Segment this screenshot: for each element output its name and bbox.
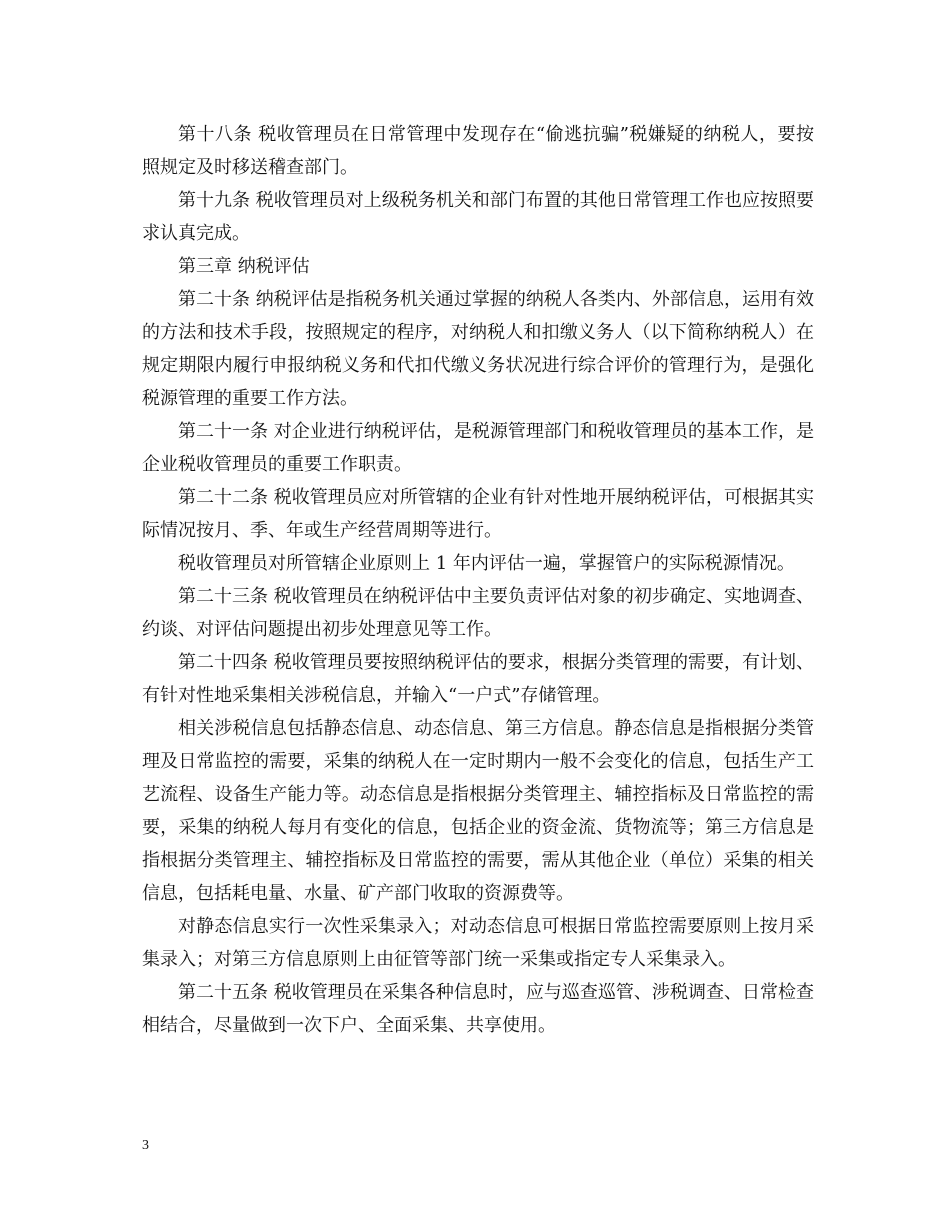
article-22-paragraph: 第二十二条 税收管理员应对所管辖的企业有针对性地开展纳税评估，可根据其实际情况按月、季、年或生产经营周期等进行。: [142, 487, 814, 541]
document-body: [142, 118, 814, 1042]
article-23-paragraph: 第二十三条 税收管理员在纳税评估中主要负责评估对象的初步确定、实地调查、约谈、对评估问题提出初步处理意见等工作。: [142, 586, 814, 640]
article-19-paragraph: 第十九条 税收管理员对上级税务机关和部门布置的其他日常管理工作也应按照要求认真完成。: [142, 190, 814, 244]
article-24-collection-paragraph: 对静态信息实行一次性采集录入；对动态信息可根据日常监控需要原则上按月采集录入；对第三方信息原则上由征管等部门统一采集或指定专人采集录入。: [142, 916, 814, 970]
article-24-paragraph: 第二十四条 税收管理员要按照纳税评估的要求，根据分类管理的需要，有计划、有针对性地采集相关涉税信息，并输入“一户式”存储管理。: [142, 652, 814, 706]
article-22-sub-paragraph: 税收管理员对所管辖企业原则上 1 年内评估一遍，掌握管户的实际税源情况。: [178, 553, 795, 574]
article-18-paragraph: 第十八条 税收管理员在日常管理中发现存在“偷逃抗骗”税嫌疑的纳税人，要按照规定及时移送稽查部门。: [142, 124, 814, 178]
article-21-paragraph: 第二十一条 对企业进行纳税评估，是税源管理部门和税收管理员的基本工作，是企业税收管理员的重要工作职责。: [142, 421, 814, 475]
chapter-3-heading: 第三章 纳税评估: [178, 256, 310, 277]
article-24-info-paragraph: 相关涉税信息包括静态信息、动态信息、第三方信息。静态信息是指根据分类管理及日常监控的需要，采集的纳税人在一定时期内一般不会变化的信息，包括生产工艺流程、设备生产能力等。动态信息是指根据分类管理主、辅控指标及日常监控的需要，采集的纳税人每月有变化的信息，包括企业的资金流、货物流等；第三方信息是指根据分类管理主、辅控指标及日常监控的需要，需从其他企业（单位）采集的相关信息，包括耗电量、水量、矿产部门收取的资源费等。: [142, 718, 814, 904]
article-25-paragraph: 第二十五条 税收管理员在采集各种信息时，应与巡查巡管、涉税调查、日常检查相结合，尽量做到一次下户、全面采集、共享使用。: [142, 982, 814, 1036]
article-20-paragraph: 第二十条 纳税评估是指税务机关通过掌握的纳税人各类内、外部信息，运用有效的方法和技术手段，按照规定的程序，对纳税人和扣缴义务人（以下简称纳税人）在规定期限内履行申报纳税义务和代扣代缴义务状况进行综合评价的管理行为，是强化税源管理的重要工作方法。: [142, 289, 814, 409]
page-number: 3: [142, 1138, 149, 1153]
